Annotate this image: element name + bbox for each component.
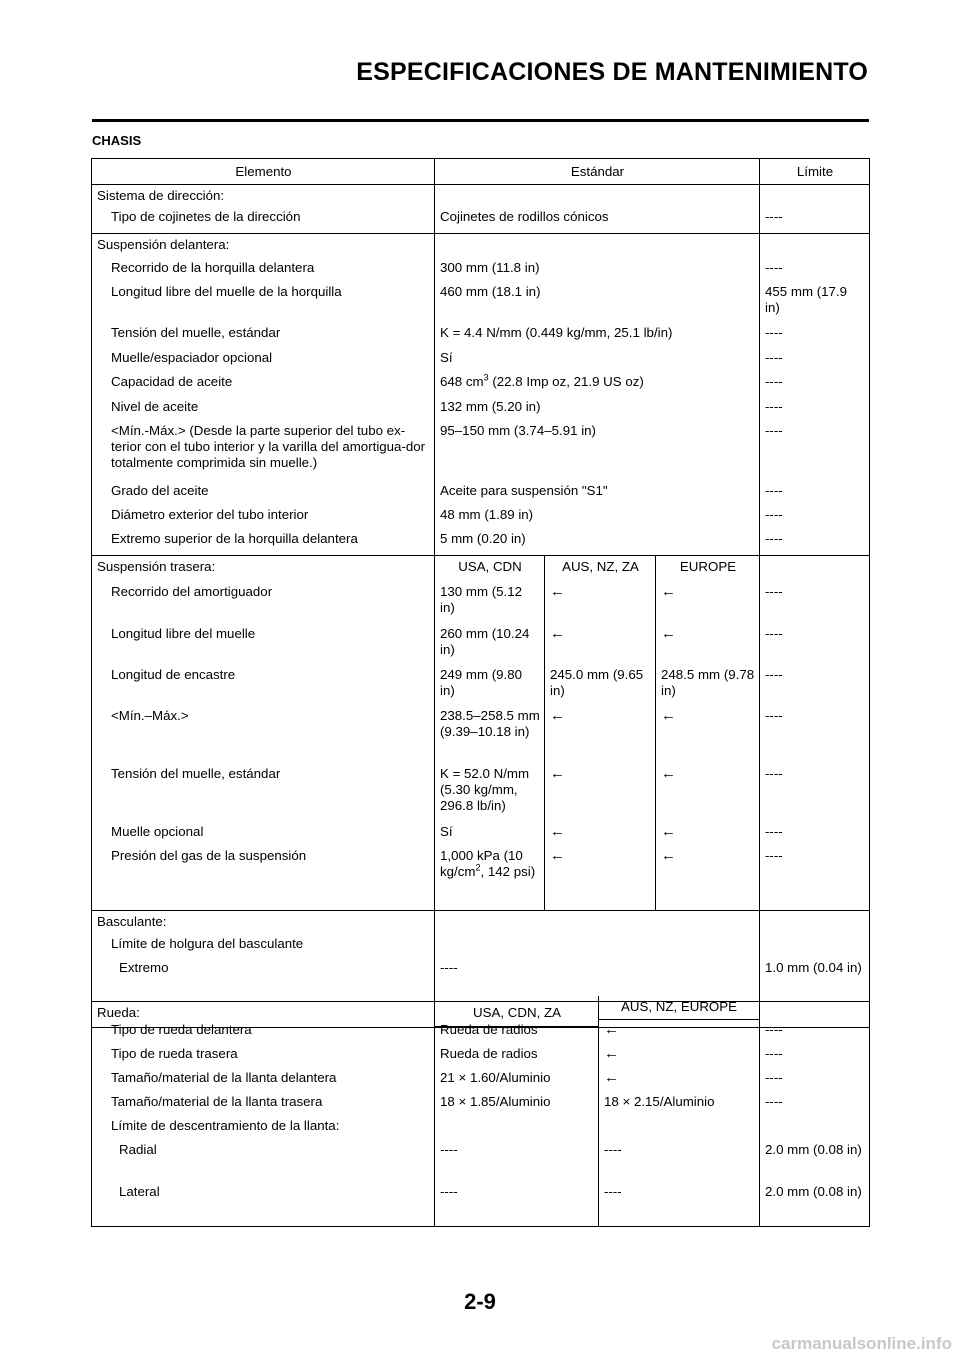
- table-row-std: 95–150 mm (3.74–5.91 in): [435, 423, 760, 483]
- wheel-a-value: ----: [435, 1142, 599, 1184]
- table-row-label: Lateral: [119, 1184, 160, 1199]
- table-row-std: K = 4.4 N/mm (0.449 kg/mm, 25.1 lb/in): [435, 325, 760, 350]
- table-row-lim: ----: [760, 350, 870, 374]
- swingarm-sub: Límite de holgura del basculante: [111, 936, 304, 951]
- rear-eu-value: ←: [656, 626, 760, 667]
- rear-usa-value: 260 mm (10.24 in): [435, 626, 545, 667]
- table-row-label: Tamaño/material de la llanta delantera: [111, 1070, 337, 1085]
- wheel-lim-value: 2.0 mm (0.08 in): [760, 1142, 870, 1184]
- front-heading: Suspensión delantera:: [92, 234, 435, 261]
- section-title: CHASIS: [92, 133, 142, 148]
- page-number: 2-9: [464, 1289, 496, 1314]
- table-row-label: Nivel de aceite: [111, 399, 199, 414]
- table-row-label: Recorrido del amortiguador: [111, 584, 273, 599]
- rear-eu-value: ←: [656, 580, 760, 626]
- rear-heading: Suspensión trasera:: [92, 556, 435, 581]
- table-row-lim: ----: [760, 325, 870, 350]
- wheel-a-value: Rueda de radios: [435, 1046, 599, 1070]
- rear-region-eu: EUROPE: [656, 556, 760, 581]
- page-title: ESPECIFICACIONES DE MANTENIMIENTO: [356, 58, 868, 86]
- table-row-std: 300 mm (11.8 in): [435, 260, 760, 284]
- wheel-b-value: ----: [599, 1142, 760, 1184]
- table-row-label: Diámetro exterior del tubo interior: [111, 507, 309, 522]
- wheel-b-value: ←: [599, 1046, 760, 1070]
- table-row-label: Longitud libre del muelle: [111, 626, 256, 641]
- steering-bearing-label: Tipo de cojinetes de la dirección: [111, 209, 301, 224]
- rear-eu-value: ←: [656, 766, 760, 824]
- wheel-b-value: 18 × 2.15/Aluminio: [599, 1094, 760, 1118]
- rear-lim-value: ----: [760, 708, 870, 766]
- rear-aus-value: ←: [545, 626, 656, 667]
- table-row-label: Radial: [119, 1142, 157, 1157]
- table-row-label: <Mín.–Máx.>: [111, 708, 189, 723]
- table-row-lim: ----: [760, 423, 870, 483]
- table-row-label: Recorrido de la horquilla delantera: [111, 260, 315, 275]
- column-header-limit: Límite: [760, 159, 870, 185]
- steering-heading: Sistema de dirección:: [92, 185, 435, 210]
- rear-eu-value: ←: [656, 824, 760, 848]
- wheel-table: [91, 1020, 870, 1227]
- table-header-row: [92, 159, 870, 185]
- rear-lim-value: ----: [760, 667, 870, 708]
- wheel-a-value: 21 × 1.60/Aluminio: [435, 1070, 599, 1094]
- gas-pressure-usa: 1,000 kPa (10 $kg/cm^2$, 142 psi): [435, 848, 545, 911]
- wheel-heading: Rueda:: [92, 1002, 435, 1028]
- watermark: carmanualsonline.info: [771, 1334, 952, 1353]
- runout-label: Límite de descentramiento de la llanta:: [111, 1118, 340, 1133]
- steering-bearing-lim: ----: [760, 209, 870, 234]
- spec-table: [91, 158, 870, 1028]
- swingarm-end-lim: 1.0 mm (0.04 in): [760, 960, 870, 1002]
- rear-region-usa: USA, CDN: [435, 556, 545, 581]
- wheel-lim-value: ----: [760, 1094, 870, 1118]
- rear-lim-value: ----: [760, 824, 870, 848]
- rear-lim-value: ----: [760, 626, 870, 667]
- table-row-label: Extremo superior de la horquilla delantera: [111, 531, 358, 546]
- steering-bearing-std: Cojinetes de rodillos cónicos: [435, 209, 760, 234]
- table-row-lim: ----: [760, 399, 870, 423]
- table-row-label: Muelle/espaciador opcional: [111, 350, 273, 365]
- title-rule: [92, 119, 869, 122]
- wheel-lim-value: ----: [760, 1046, 870, 1070]
- rear-eu-value: 248.5 mm (9.78 in): [656, 667, 760, 708]
- table-row-lim: ----: [760, 260, 870, 284]
- wheel-b-value: ----: [599, 1184, 760, 1227]
- table-row-label: Tipo de rueda trasera: [111, 1046, 238, 1061]
- wheel-a-value: ----: [435, 1184, 599, 1227]
- rear-aus-value: ←: [545, 580, 656, 626]
- rear-usa-value: 238.5–258.5 mm (9.39–10.18 in): [435, 708, 545, 766]
- wheel-lim-value: ----: [760, 1070, 870, 1094]
- rear-usa-value: K = 52.0 N/mm (5.30 kg/mm, 296.8 lb/in): [435, 766, 545, 824]
- table-row-lim: ----: [760, 531, 870, 556]
- table-row-lim: 455 mm (17.9 in): [760, 284, 870, 325]
- wheel-lim-value: 2.0 mm (0.08 in): [760, 1184, 870, 1227]
- table-row-label: Longitud libre del muelle de la horquilla: [111, 284, 342, 299]
- table-row-std: 460 mm (18.1 in): [435, 284, 760, 325]
- table-row-label: <Mín.-Máx.> (Desde la parte superior del tubo ex-terior con el tubo interior y la varilla del amortigua-dor totalmente comprimida sin muelle.): [111, 423, 426, 470]
- table-row-label: Tamaño/material de la llanta trasera: [111, 1094, 323, 1109]
- rear-aus-value: ←: [545, 824, 656, 848]
- wheel-region-b: AUS, NZ, EUROPE: [598, 996, 759, 1020]
- table-row-label: Grado del aceite: [111, 483, 209, 498]
- rear-aus-value: ←: [545, 708, 656, 766]
- wheel-region-a: USA, CDN, ZA: [435, 1002, 599, 1027]
- table-row-label: Tensión del muelle, estándar: [111, 766, 281, 781]
- table-row-std: Sí: [435, 350, 760, 374]
- table-row-label: Tensión del muelle, estándar: [111, 325, 281, 340]
- wheel-lim-value: ----: [760, 1020, 870, 1046]
- rear-lim-value: ----: [760, 580, 870, 626]
- table-row-std: Aceite para suspensión "S1": [435, 483, 760, 507]
- rear-lim-value: ----: [760, 766, 870, 824]
- swingarm-heading: Basculante:: [92, 911, 435, 937]
- oil-capacity-label: Capacidad de aceite: [111, 374, 233, 389]
- rear-eu-value: ←: [656, 708, 760, 766]
- table-row-std: 48 mm (1.89 in): [435, 507, 760, 531]
- wheel-b-value: ←: [599, 1020, 760, 1046]
- rear-usa-value: 249 mm (9.80 in): [435, 667, 545, 708]
- swingarm-end-label: Extremo: [119, 960, 169, 975]
- oil-capacity-std: 648 $cm^3$ (22.8 Imp oz, 21.9 US oz): [435, 374, 760, 399]
- gas-pressure-label: Presión del gas de la suspensión: [111, 848, 307, 863]
- gas-pressure-aus: ←: [545, 848, 656, 911]
- wheel-b-value: ←: [599, 1070, 760, 1094]
- table-row-std: 132 mm (5.20 in): [435, 399, 760, 423]
- table-row-label: Longitud de encastre: [111, 667, 236, 682]
- table-row-lim: ----: [760, 507, 870, 531]
- rear-usa-value: Sí: [435, 824, 545, 848]
- table-row-label: Tipo de rueda delantera: [111, 1022, 252, 1037]
- rear-usa-value: 130 mm (5.12 in): [435, 580, 545, 626]
- gas-pressure-eu: ←: [656, 848, 760, 911]
- table-row-label: Muelle opcional: [111, 824, 204, 839]
- column-header-standard: Estándar: [435, 159, 760, 185]
- oil-capacity-lim: ----: [760, 374, 870, 399]
- rear-region-aus: AUS, NZ, ZA: [545, 556, 656, 581]
- rear-aus-value: 245.0 mm (9.65 in): [545, 667, 656, 708]
- wheel-a-value: 18 × 1.85/Aluminio: [435, 1094, 599, 1118]
- rear-aus-value: ←: [545, 766, 656, 824]
- table-row-std: 5 mm (0.20 in): [435, 531, 760, 556]
- table-row-lim: ----: [760, 483, 870, 507]
- swingarm-end-std: ----: [435, 960, 760, 1002]
- column-header-element: Elemento: [235, 163, 292, 179]
- wheel-a-value: Rueda de radios: [435, 1020, 599, 1046]
- gas-pressure-lim: ----: [760, 848, 870, 911]
